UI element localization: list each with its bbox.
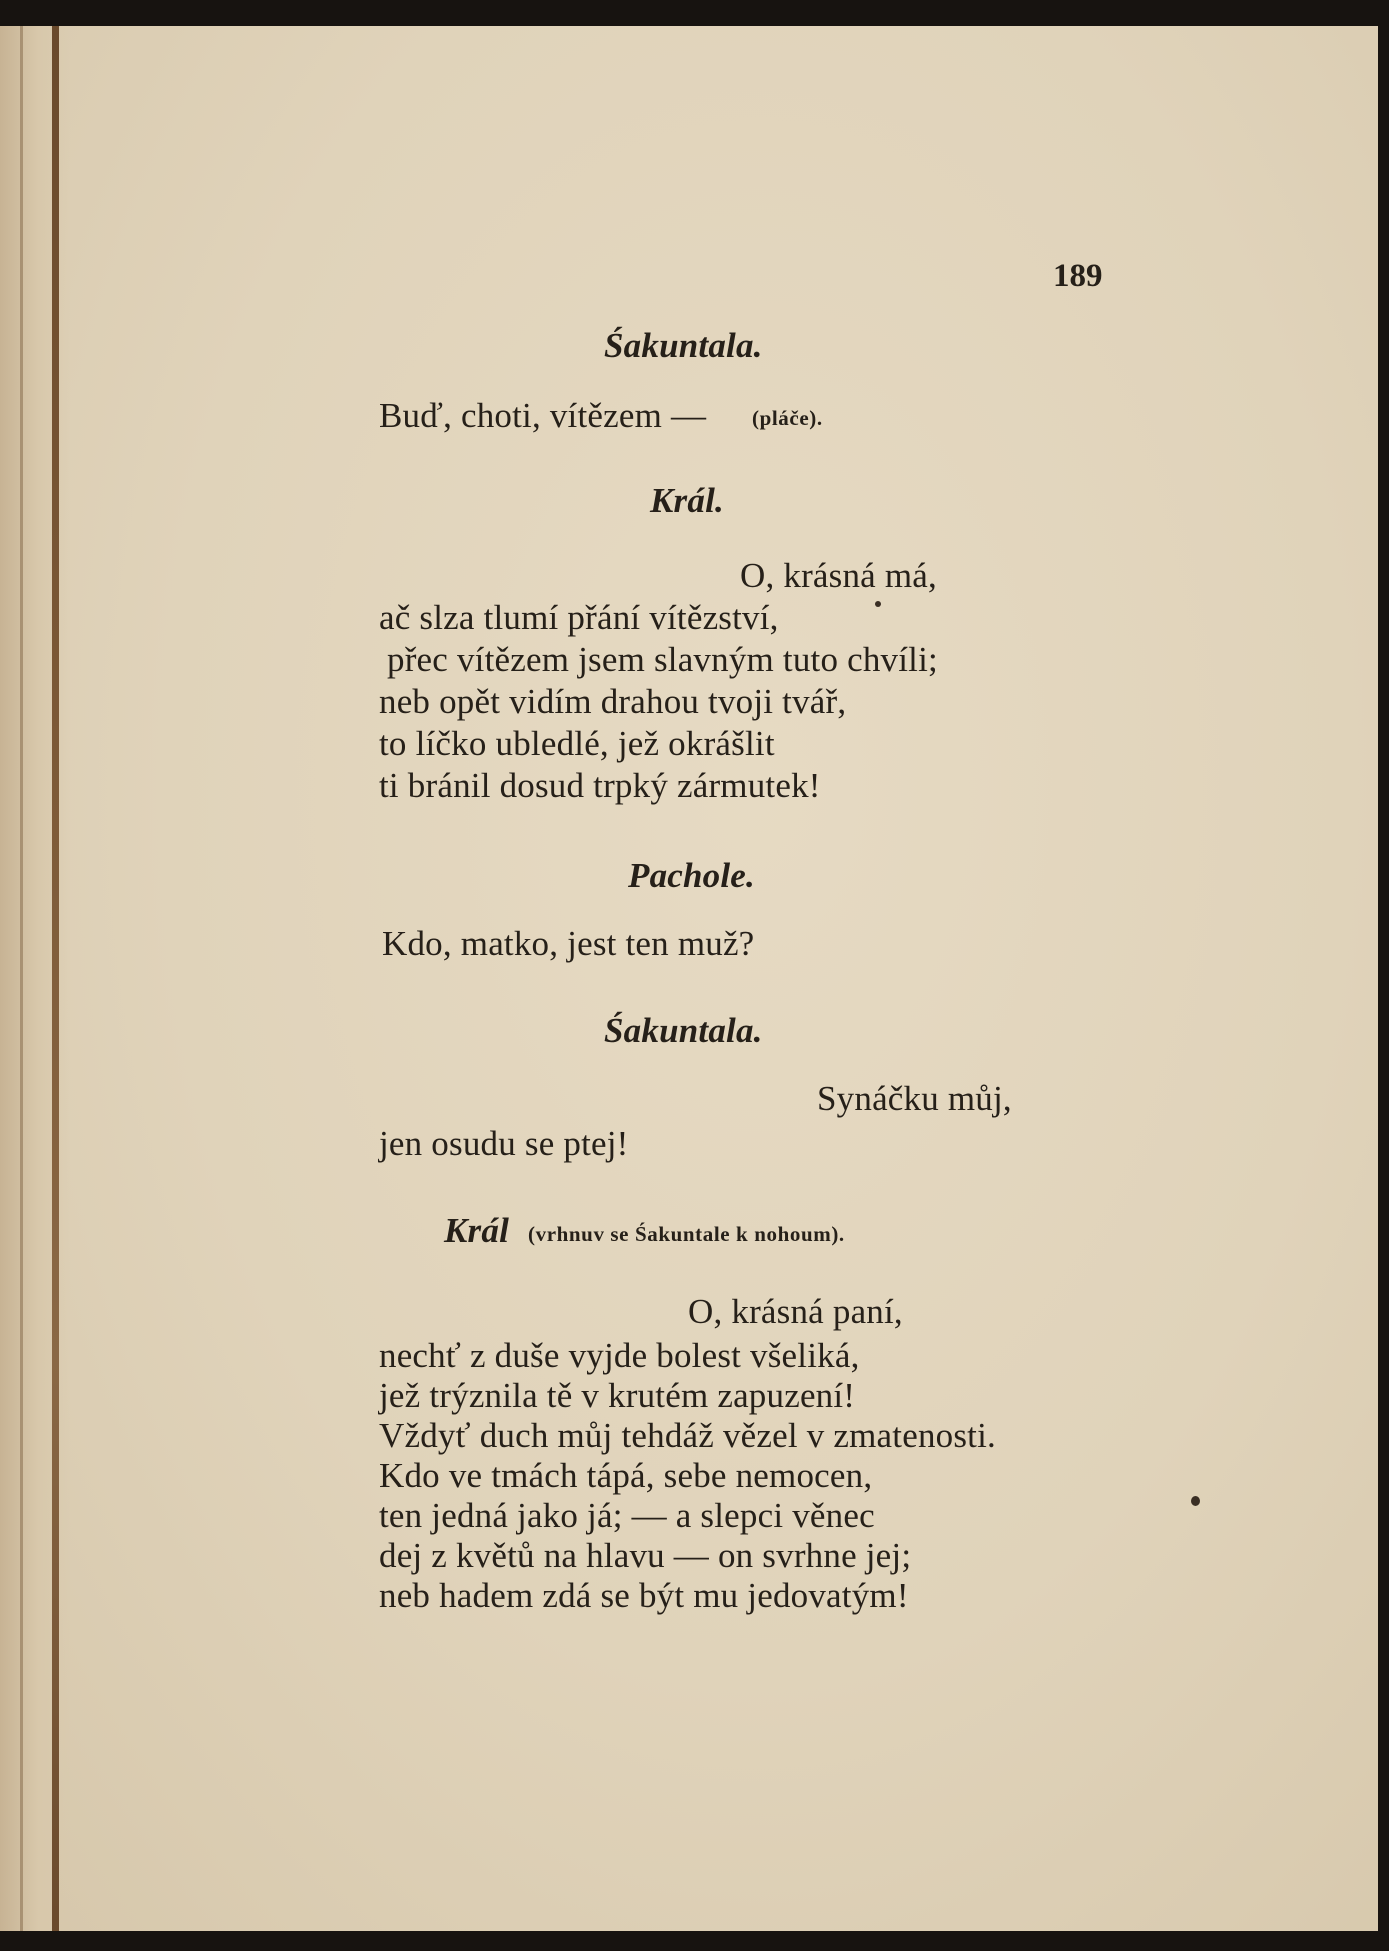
verse-line: O, krásná má, xyxy=(740,556,937,595)
ink-speck xyxy=(1191,1496,1200,1506)
dialogue-line: Kdo, matko, jest ten muž? xyxy=(382,924,755,963)
verse-line: O, krásná paní, xyxy=(688,1292,903,1331)
verse-line: jen osudu se ptej! xyxy=(379,1124,629,1163)
verse-line: ten jedná jako já; — a slepci věnec xyxy=(379,1496,875,1535)
page-number: 189 xyxy=(1053,258,1103,294)
speaker-kral-2: Král xyxy=(444,1211,509,1250)
dialogue-line: Buď, choti, vítězem — xyxy=(379,396,707,435)
verse-line: to líčko ubledlé, jež okrášlit xyxy=(379,724,775,763)
speaker-kral-1: Král. xyxy=(650,481,724,520)
verse-line: dej z květů na hlavu — on svrhne jej; xyxy=(379,1536,912,1575)
page-gutter xyxy=(0,26,70,1931)
book-page xyxy=(0,26,1378,1931)
verse-line: ti bránil dosud trpký zármutek! xyxy=(379,766,821,805)
stage-direction: (pláče). xyxy=(752,406,823,430)
verse-line: Synáčku můj, xyxy=(817,1079,1012,1118)
verse-line: přec vítězem jsem slavným tuto chvíli; xyxy=(387,640,938,679)
verse-line: nechť z duše vyjde bolest všeliká, xyxy=(379,1336,860,1375)
speaker-pachole: Pachole. xyxy=(628,856,755,895)
binding-shadow xyxy=(20,26,23,1931)
binding-edge xyxy=(52,26,59,1931)
verse-line: neb opět vidím drahou tvoji tvář, xyxy=(379,682,847,721)
verse-line: jež trýznila tě v krutém zapuzení! xyxy=(379,1376,856,1415)
verse-line: Kdo ve tmách tápá, sebe nemocen, xyxy=(379,1456,873,1495)
verse-line: neb hadem zdá se být mu jedovatým! xyxy=(379,1576,909,1615)
verse-line: Vždyť duch můj tehdáž vězel v zmatenosti. xyxy=(379,1416,996,1455)
speaker-sakuntala-1: Śakuntala. xyxy=(604,326,763,365)
ink-speck xyxy=(875,601,881,607)
verse-line: ač slza tlumí přání vítězství, xyxy=(379,598,779,637)
stage-direction: (vrhnuv se Śakuntale k nohoum). xyxy=(528,1222,845,1246)
speaker-sakuntala-2: Śakuntala. xyxy=(604,1011,763,1050)
